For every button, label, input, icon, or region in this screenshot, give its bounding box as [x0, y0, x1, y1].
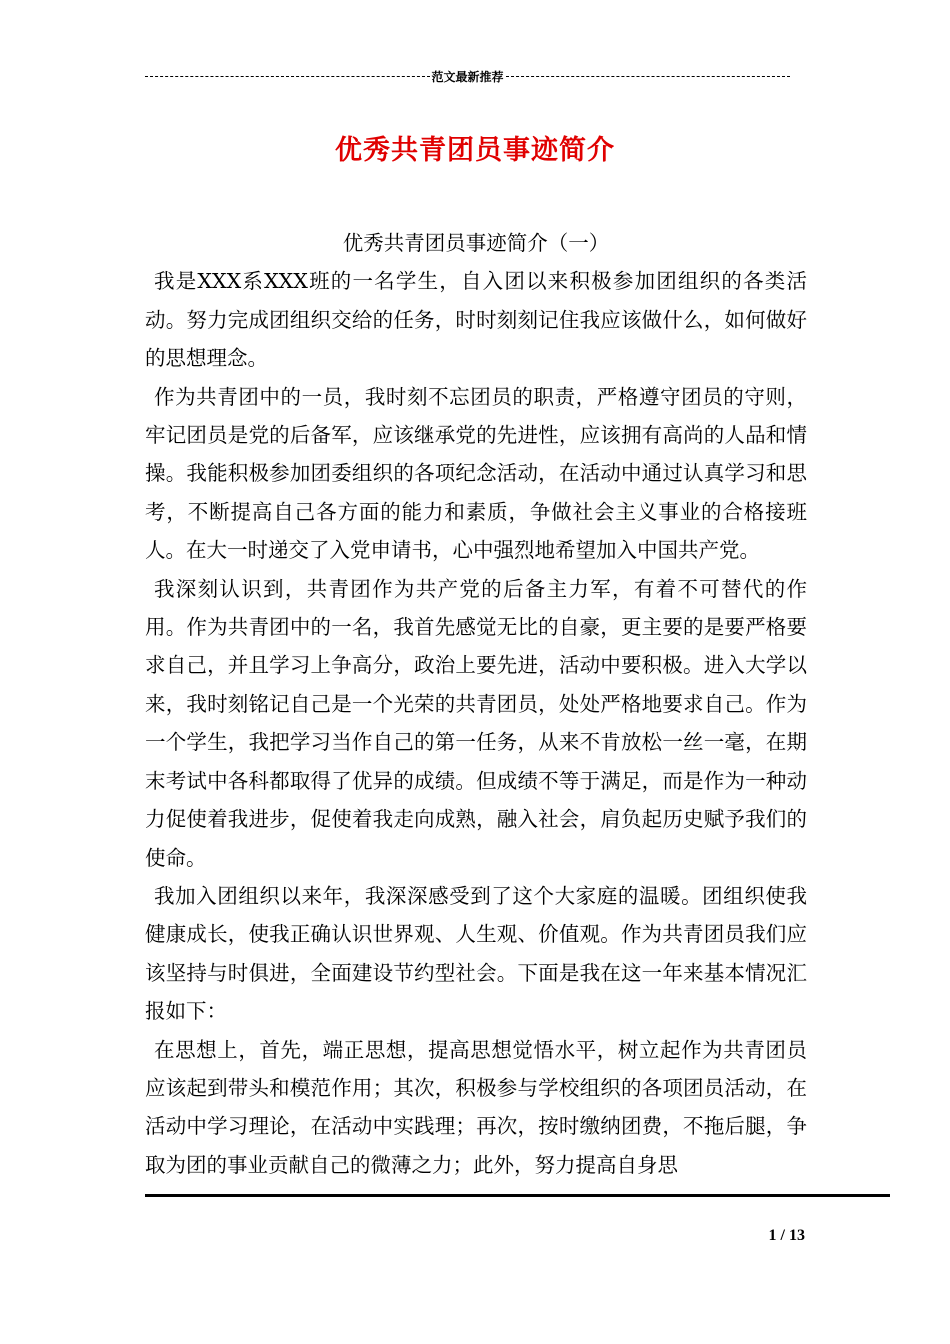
paragraph: 我是XXX系XXX班的一名学生，自入团以来积极参加团组织的各类活动。努力完成团组织交给的任务，时时刻刻记住我应该做什么，如何做好的思想理念。 — [145, 269, 807, 371]
header-label: 范文最新推荐 — [431, 69, 504, 84]
header-dash-left — [145, 76, 430, 77]
paragraph: 我加入团组织以来年，我深深感受到了这个大家庭的温暖。团组织使我健康成长，使我正确认识世界观、人生观、价值观。作为共青团员我们应该坚持与时俱进，全面建设节约型社会。下面是我在这一年来基本情况汇报如下： — [145, 883, 807, 1024]
paragraph: 在思想上，首先，端正思想，提高思想觉悟水平，树立起作为共青团员应该起到带头和模范作用；其次，积极参与学校组织的各项团员活动，在活动中学习理论，在活动中实践理；再次，按时缴纳团费，不拖后腿，争取为团的事业贡献自己的微薄之力；此外，努力提高自身思 — [145, 1037, 807, 1177]
page-number: 1 / 13 — [768, 1227, 805, 1244]
paragraph: 我深刻认识到，共青团作为共产党的后备主力军，有着不可替代的作用。作为共青团中的一名，我首先感觉无比的自豪，更主要的是要严格要求自己，并且学习上争高分，政治上要先进，活动中要积极。进入大学以来，我时刻铭记自己是一个光荣的共青团员，处处严格地要求自己。作为一个学生，我把学习当作自己的第一任务，从来不肯放松一丝一毫，在期末考试中各科都取得了优异的成绩。但成绩不等于满足，而是作为一种动力促使着我进步，促使着我走向成熟，融入社会，肩负起历史赋予我们的使命。 — [145, 576, 807, 870]
header-dash-right — [506, 76, 791, 77]
document-body — [145, 224, 807, 1184]
document-title: 优秀共青团员事迹简介 — [335, 135, 615, 166]
page-header — [145, 66, 790, 86]
footer-rule — [145, 1194, 890, 1197]
document-subtitle: 优秀共青团员事迹简介（一） — [342, 231, 610, 255]
paragraph: 作为共青团中的一员，我时刻不忘团员的职责，严格遵守团员的守则，牢记团员是党的后备军，应该继承党的先进性，应该拥有高尚的人品和情操。我能积极参加团委组织的各项纪念活动，在活动中通过认真学习和思考，不断提高自己各方面的能力和素质，争做社会主义事业的合格接班人。在大一时递交了入党申请书，心中强烈地希望加入中国共产党。 — [145, 384, 807, 563]
